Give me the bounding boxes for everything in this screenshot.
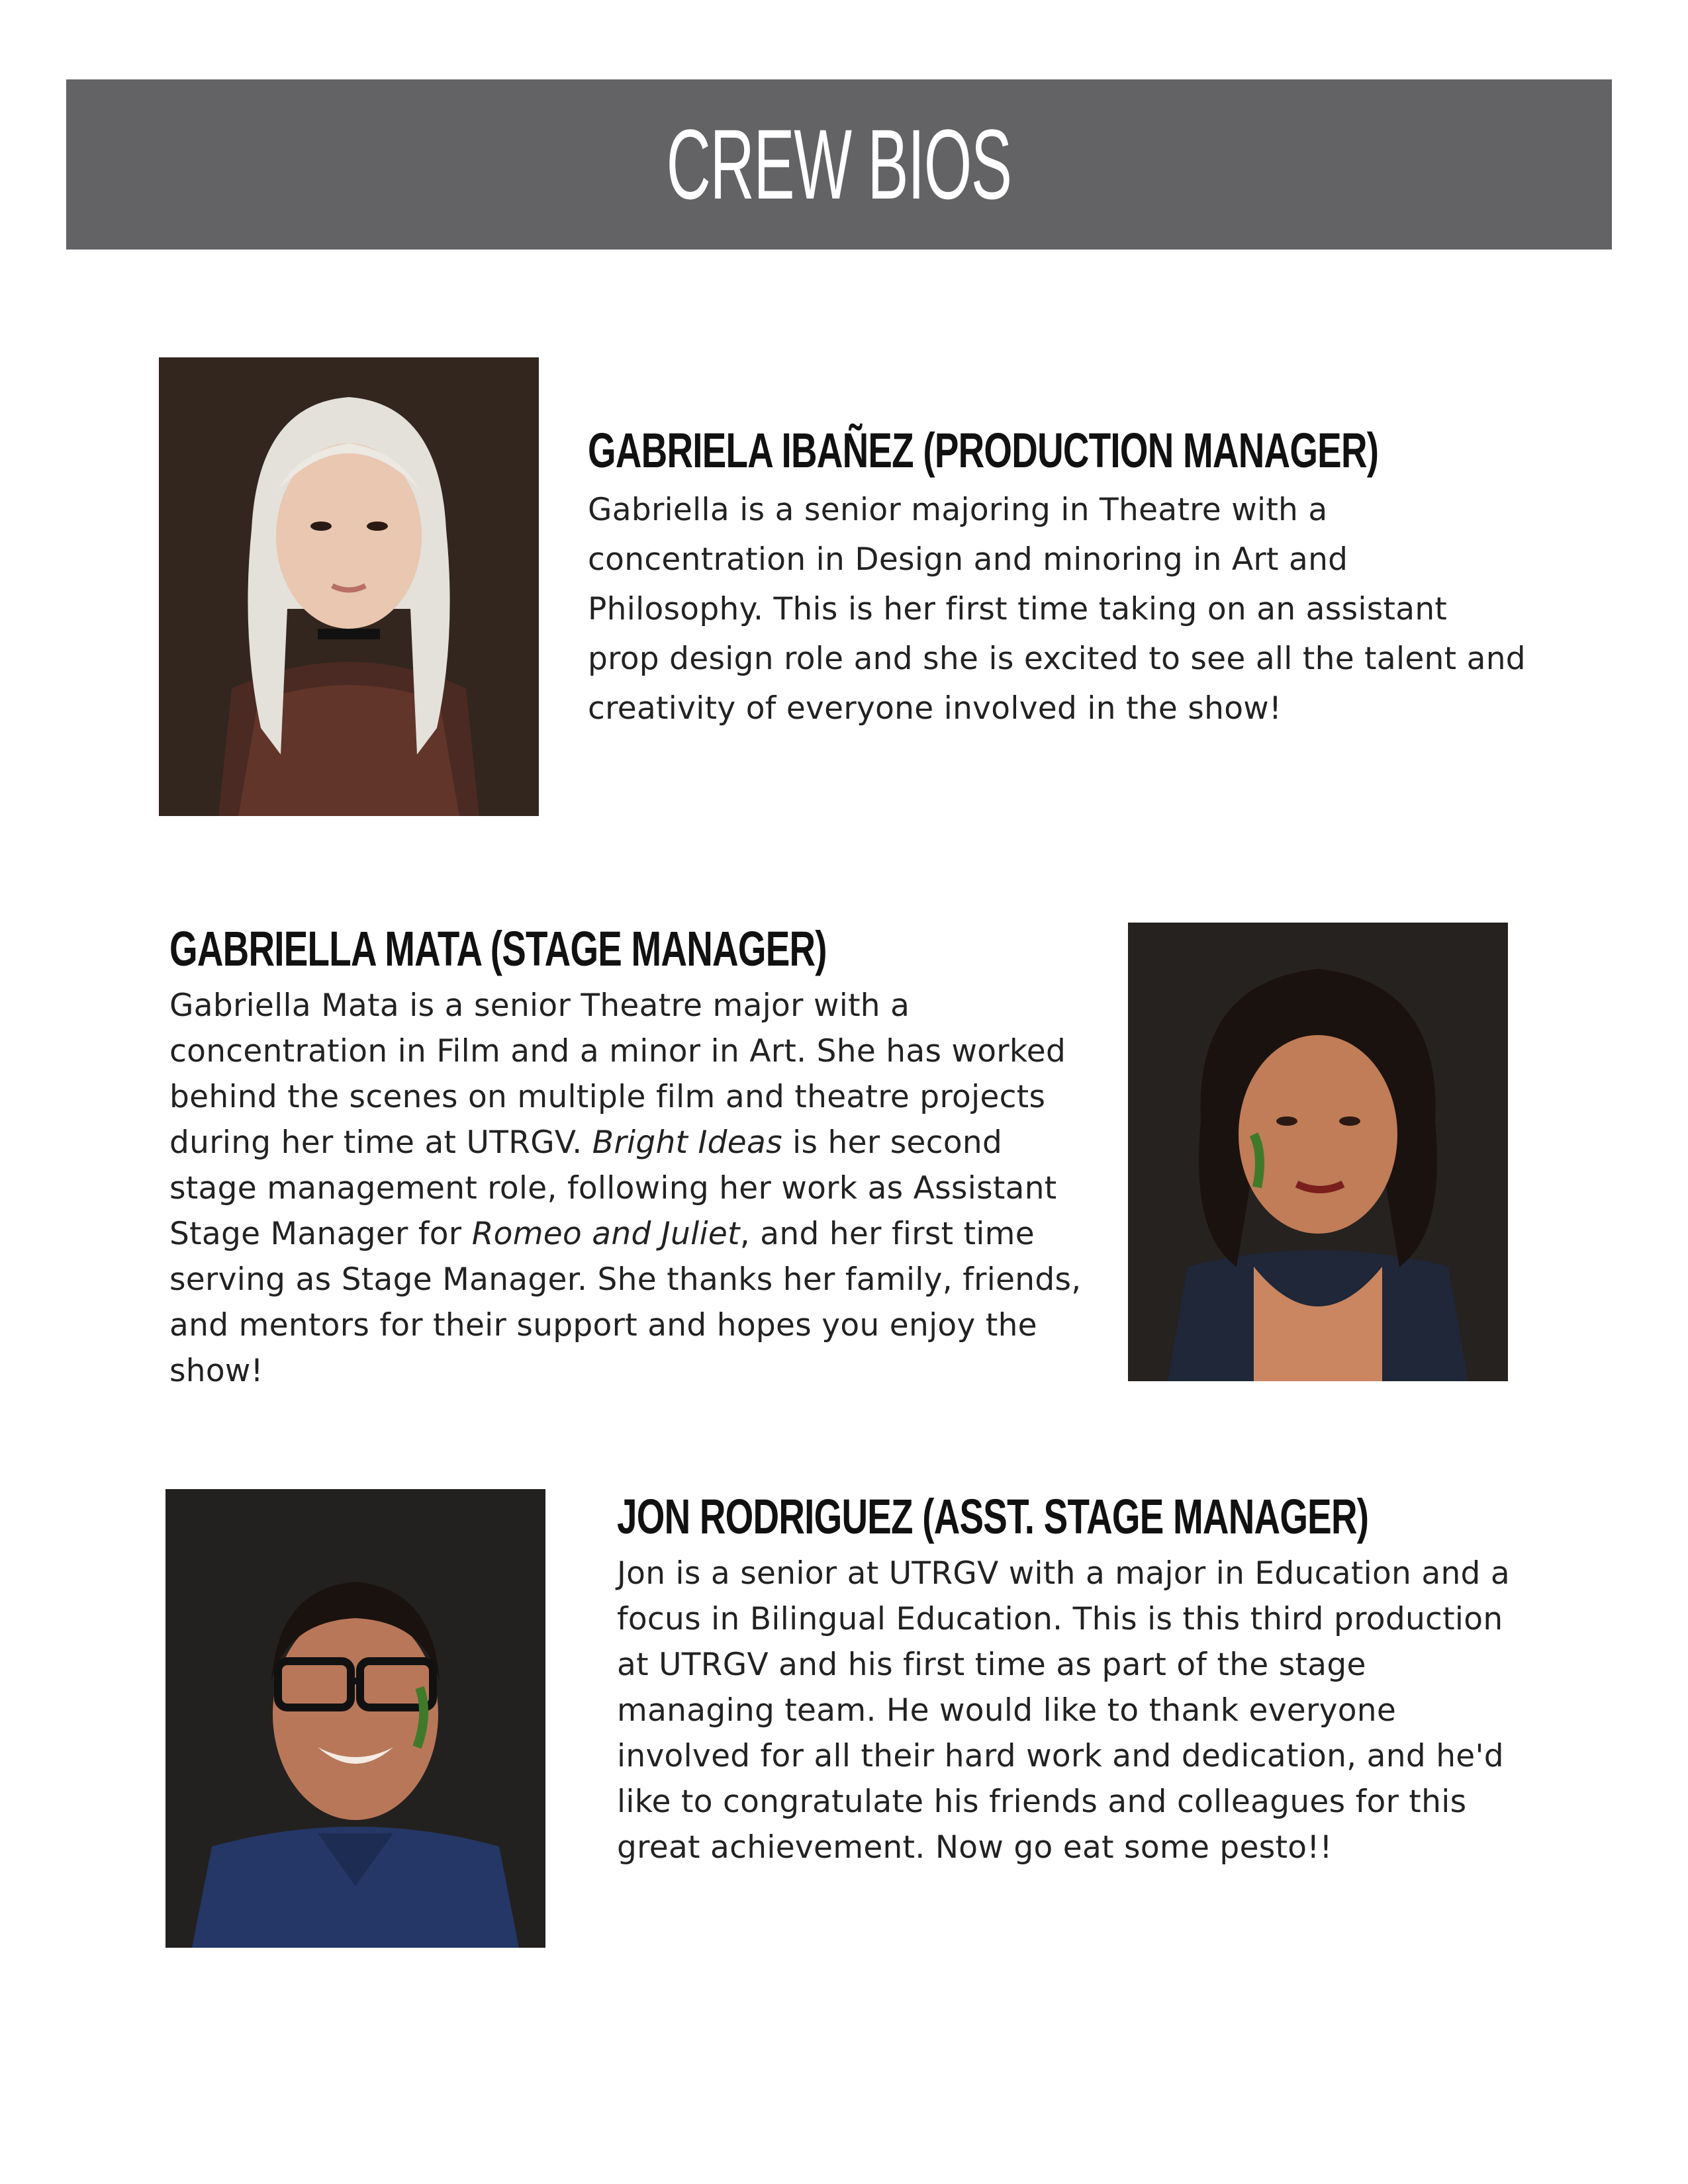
play-title-bright-ideas: Bright Ideas [592, 1124, 782, 1161]
page-banner [66, 79, 1612, 250]
play-title-romeo-and-juliet: Romeo and Juliet [471, 1216, 740, 1252]
page-title: CREW BIOS [666, 109, 1012, 220]
crew-bio-gabriella-mata: Gabriella Mata is a senior Theatre major with a concentration in Film and a minor in Art. She has worked behind the scenes on multiple film and theatre projects during her time at UTRGV. Bright Ideas is her second stage management role, following her work as Assistant Stage Manager for Romeo and Juliet, and her first time serving as Stage Manager. She thanks her family, friends, and mentors for their support and hopes you enjoy the show! [169, 987, 1082, 1389]
crew-heading-gabriela-ibanez: GABRIELA IBAÑEZ (PRODUCTION MANAGER) [588, 423, 1379, 478]
crew-heading-jon-rodriguez: JON RODRIGUEZ (ASST. STAGE MANAGER) [617, 1489, 1369, 1544]
crew-bio-jon-rodriguez: Jon is a senior at UTRGV with a major in Education and a focus in Bilingual Education. This is this third production at UTRGV and his first time as part of the stage managing team. He would like to thank everyone involved for all their hard work and dedication, and he'd like to congratulate his friends and colleagues for this great achievement. Now go eat some pesto!! [617, 1555, 1511, 1866]
crew-photo-gabriela-ibanez [159, 357, 539, 816]
crew-heading-gabriella-mata: GABRIELLA MATA (STAGE MANAGER) [169, 921, 827, 976]
crew-bio-gabriela-ibanez: Gabriella is a senior majoring in Theatre with a concentration in Design and minoring in Art and Philosophy. This is her first time taking on an assistant prop design role and she is excited to see all the talent and creativity of everyone involved in the show! [588, 492, 1526, 727]
crew-photo-jon-rodriguez [165, 1489, 545, 1948]
crew-photo-gabriella-mata [1128, 923, 1508, 1381]
